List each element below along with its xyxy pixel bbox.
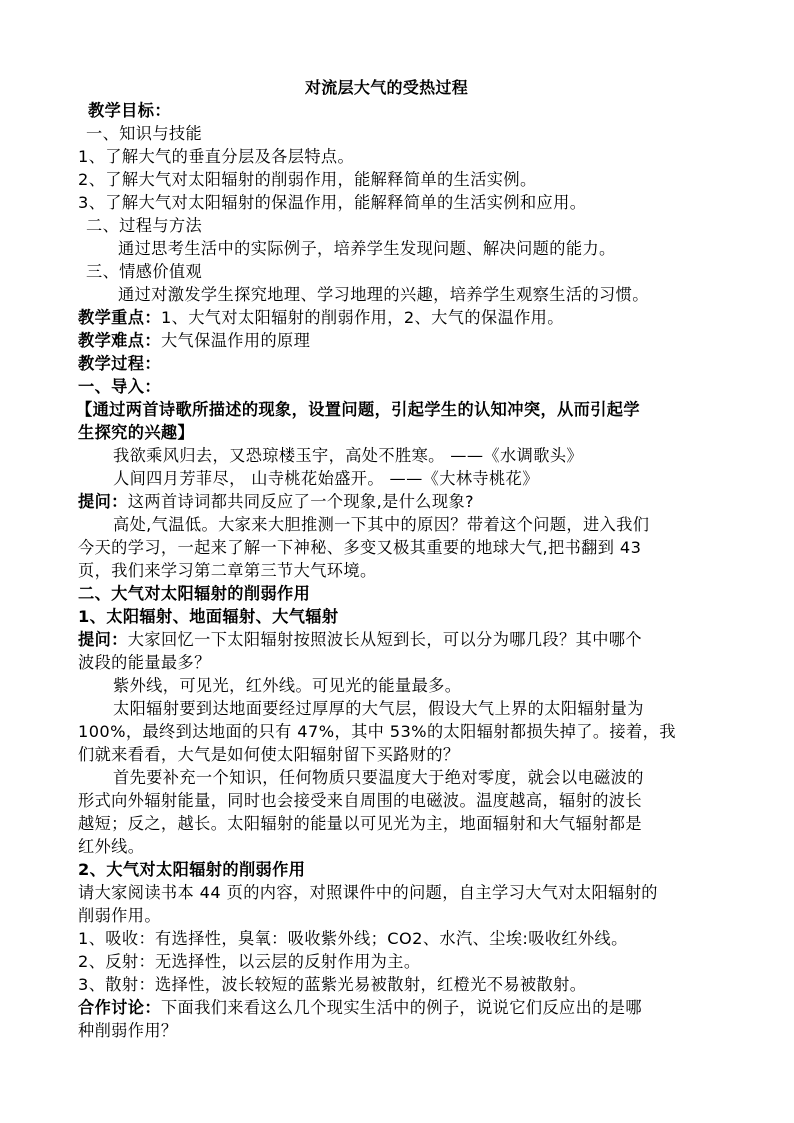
- list-item: 3、散射：选择性，波长较短的蓝紫光易被散射，红橙光不易被散射。: [78, 975, 587, 994]
- question-label: 提问：: [78, 492, 128, 511]
- list-item: 2、反射：无选择性，以云层的反射作用为主。: [78, 952, 421, 971]
- section-heading-values: 三、情感价值观: [86, 262, 203, 281]
- discussion-label: 合作讨论：: [78, 998, 161, 1017]
- answer: 紫外线，可见光，红外线。可见光的能量最多。: [113, 676, 462, 695]
- question-text: 这两首诗词都共同反应了一个现象,是什么现象?: [127, 492, 475, 511]
- question: [78, 629, 642, 651]
- question-text: 大家回忆一下太阳辐射按照波长从短到长，可以分为哪几段？其中哪个: [127, 630, 642, 649]
- question: [78, 491, 474, 513]
- paragraph: 太阳辐射要到达地面要经过厚厚的大气层，假设大气上界的太阳辐射量为: [113, 699, 644, 718]
- paragraph: 高处,气温低。大家来大胆推测一下其中的原因？带着这个问题，进入我们: [113, 515, 650, 534]
- section-heading-knowledge: 一、知识与技能: [86, 124, 203, 143]
- paragraph: 通过对激发学生探究地理、学习地理的兴趣，培养学生观察生活的习惯。: [118, 285, 649, 304]
- goal-item: 2、了解大气对太阳辐射的削弱作用，能解释简单的生活实例。: [78, 170, 537, 189]
- discussion-text: 种削弱作用？: [78, 1021, 178, 1040]
- page-title: 对流层大气的受热过程: [305, 78, 469, 97]
- paragraph: 削弱作用。: [78, 906, 161, 925]
- difficulty: [78, 330, 310, 352]
- paragraph: 请大家阅读书本 44 页的内容，对照课件中的问题，自主学习大气对太阳辐射的: [78, 883, 658, 902]
- paragraph: 越短；反之，越长。太阳辐射的能量以可见光为主，地面辐射和大气辐射都是: [78, 814, 642, 833]
- goal-item: 1、了解大气的垂直分层及各层特点。: [78, 147, 355, 166]
- discussion-text: 下面我们来看这么几个现实生活中的例子，说说它们反应出的是哪: [160, 998, 642, 1017]
- difficulty-text: 大气保温作用的原理: [160, 331, 311, 350]
- key-points-label: 教学重点：: [78, 308, 161, 327]
- paragraph: 形式向外辐射能量，同时也会接受来自周围的电磁波。温度越高，辐射的波长: [78, 791, 642, 810]
- poem-line: 我欲乘风归去，又恐琼楼玉宇，高处不胜寒。 ——《水调歌头》: [113, 446, 583, 465]
- paragraph: 页，我们来学习第二章第三节大气环境。: [78, 561, 377, 580]
- difficulty-label: 教学难点：: [78, 331, 161, 350]
- section-heading-weakening: 二、大气对太阳辐射的削弱作用: [78, 584, 311, 603]
- question-label: 提问：: [78, 630, 128, 649]
- list-item: 1、吸收：有选择性，臭氧：吸收紫外线；CO2、水汽、尘埃:吸收红外线。: [78, 929, 628, 948]
- question-text: 波段的能量最多？: [78, 653, 211, 672]
- section-heading-process: 二、过程与方法: [86, 216, 203, 235]
- paragraph: 首先要补充一个知识，任何物质只要温度大于绝对零度，就会以电磁波的: [113, 768, 644, 787]
- intro-note: 【通过两首诗歌所描述的现象，设置问题，引起学生的认知冲突，从而引起学: [76, 400, 640, 419]
- poem-line: 人间四月芳菲尽， 山寺桃花始盛开。 ——《大林寺桃花》: [113, 469, 539, 488]
- paragraph: 红外线。: [78, 837, 145, 856]
- paragraph: 通过思考生活中的实际例子，培养学生发现问题、解决问题的能力。: [118, 239, 616, 258]
- goal-item: 3、了解大气对太阳辐射的保温作用，能解释简单的生活实例和应用。: [78, 193, 587, 212]
- paragraph: 们就来看看，大气是如何使太阳辐射留下买路财的？: [78, 745, 460, 764]
- paragraph: 100%，最终到达地面的只有 47%，其中 53%的太阳辐射都损失掉了。接着，我: [78, 722, 676, 741]
- intro-heading: 一、导入：: [78, 377, 161, 396]
- paragraph: 今天的学习，一起来了解一下神秘、多变又极其重要的地球大气,把书翻到 43: [78, 538, 642, 557]
- intro-note: 生探究的兴趣】: [78, 423, 195, 442]
- subsection-heading: 1、太阳辐射、地面辐射、大气辐射: [78, 607, 339, 626]
- key-points: [78, 307, 564, 329]
- process-heading: 教学过程：: [78, 354, 161, 373]
- subsection-heading: 2、大气对太阳辐射的削弱作用: [78, 860, 306, 879]
- discussion: [78, 997, 642, 1019]
- key-points-text: 1、大气对太阳辐射的削弱作用，2、大气的保温作用。: [160, 308, 564, 327]
- goals-heading: 教学目标：: [88, 101, 171, 120]
